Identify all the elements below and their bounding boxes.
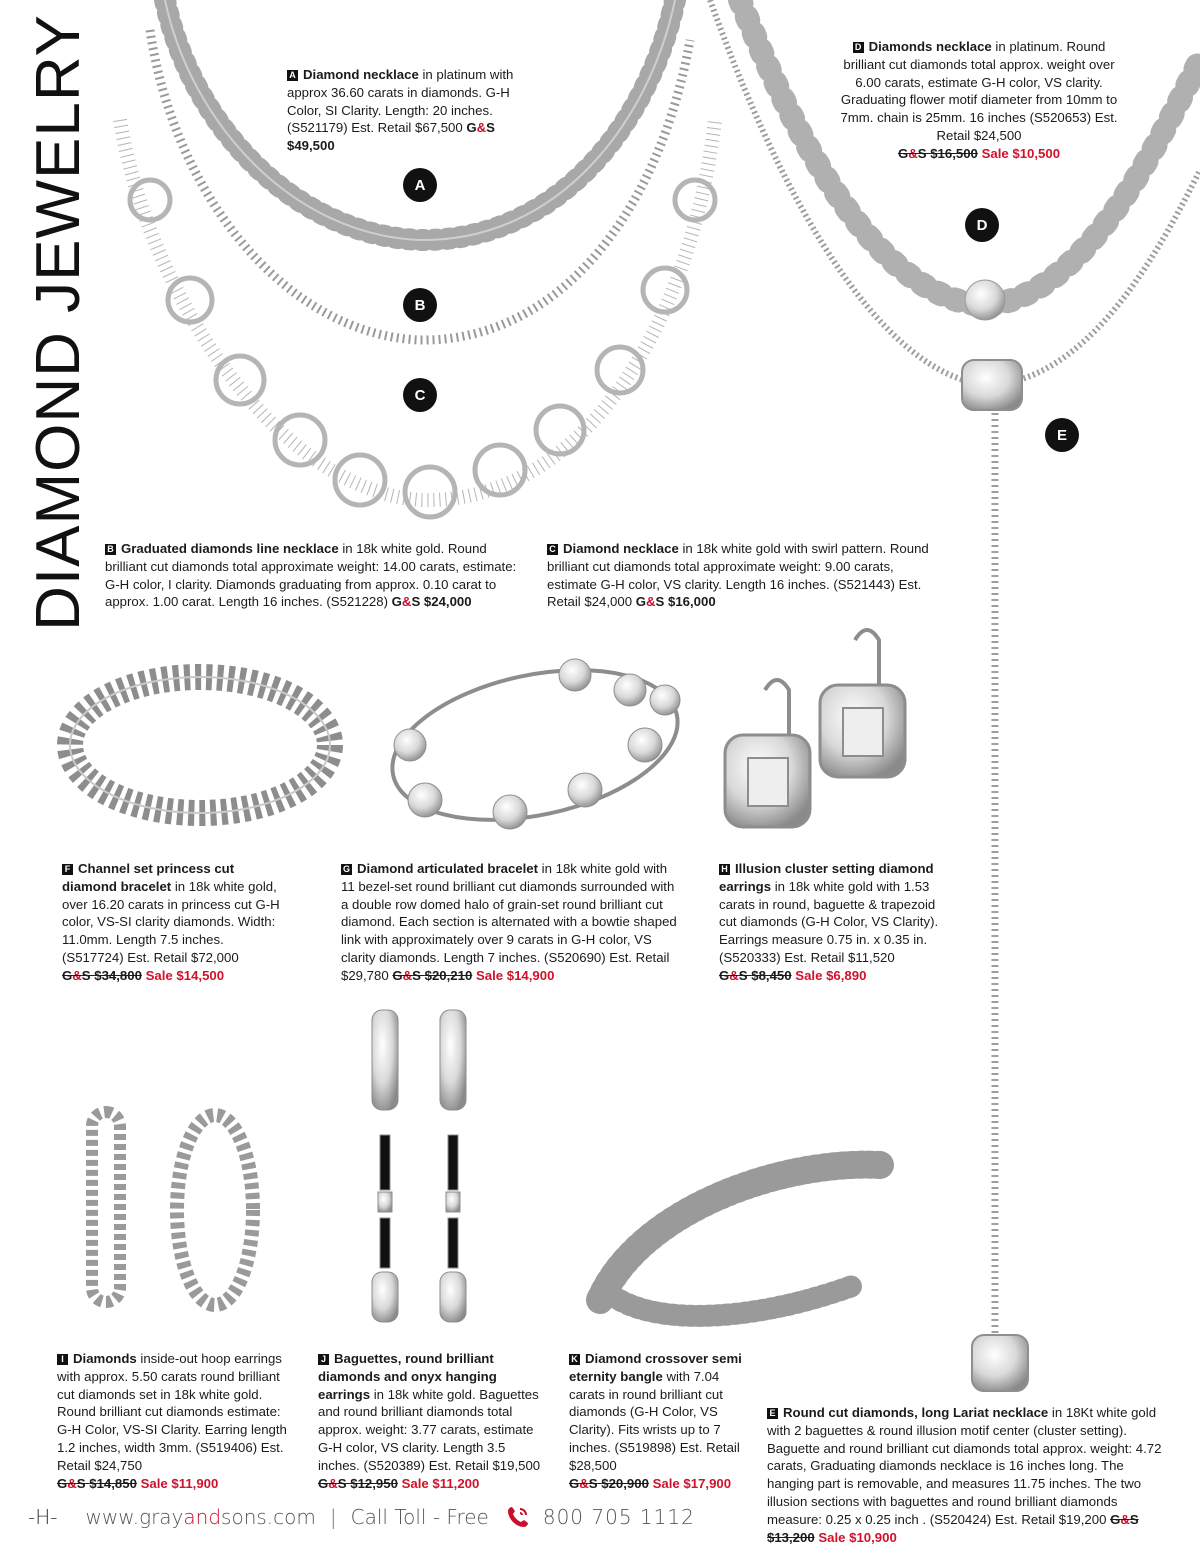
sale-price: Sale $14,900 — [475, 967, 555, 983]
item-g-description — [341, 860, 677, 985]
item-details: inside-out hoop earrings with approx. 5.50 carats round brilliant cut diamonds set in 18k white gold. Round brilliant cut diamonds estimate: G-H Color, VS-SI Clarity. Earring length 1.2 inches, width 3mm. (S519406) Est. Retail $24,750 — [57, 1351, 287, 1473]
sale-price: Sale $11,900 — [140, 1475, 219, 1491]
gs-price: $49,500 — [287, 138, 335, 154]
earrings-j-image — [372, 1010, 466, 1322]
item-f-description — [62, 860, 287, 985]
item-name: Diamond articulated bracelet — [357, 861, 539, 876]
phone-number[interactable]: 800 705 1112 — [542, 1505, 695, 1529]
item-details: in 18k white gold with 1.53 carats in round, baguette & trapezoid cut diamonds (G-H Color, VS Clarity). Earrings measure 0.75 in. x 0.35 in. (S520333) Est. Retail $11,520 — [719, 878, 939, 965]
item-details: in 18k white gold. Round brilliant cut diamonds total approximate weight: 14.00 carats, estimate: G-H color, I clarity. Diamonds graduating from approx. 0.10 carat to approx. 1.00 carat. Length 16 inches. (S521228) — [105, 541, 517, 610]
item-h-description — [719, 860, 944, 985]
sale-price: Sale $6,890 — [795, 967, 867, 983]
item-code-badge: E — [767, 1408, 778, 1419]
bangle-k-image — [600, 1165, 880, 1316]
gs-old-price: G&S $13,200 — [767, 1511, 1139, 1545]
gs-old-price: G&S $8,450 — [719, 967, 792, 983]
item-details: in 18k white gold with 11 bezel-set round brilliant cut diamonds surrounded with a double row domed halo of grain-set round brilliant cut diamond. Each section is alternated with a bowtie shaped link with approximately over 9 carats in G-H color, VS clarity diamonds. Length 7 inches. (S520690) Est. Retail $29,780 — [341, 861, 677, 983]
item-name: Diamond crossover semi eternity bangle — [569, 1351, 742, 1384]
item-name: Channel set princess cut diamond bracelet — [62, 861, 235, 894]
item-j-description — [318, 1350, 544, 1492]
item-i-description — [57, 1350, 287, 1492]
item-code-badge: D — [853, 42, 864, 53]
item-code-badge: J — [318, 1354, 329, 1365]
item-b-description — [105, 540, 520, 611]
page-label: -H- — [28, 1505, 58, 1529]
item-code-badge: A — [287, 70, 298, 81]
phone-icon — [505, 1504, 531, 1530]
page-title: DIAMOND JEWELRY — [23, 14, 93, 631]
earrings-i-image — [92, 1112, 253, 1305]
item-code-badge: G — [342, 864, 350, 874]
item-name: Diamonds necklace — [868, 39, 992, 54]
item-name: Baguettes, round brilliant diamonds and onyx hanging earrings — [318, 1351, 497, 1402]
item-name: Illusion cluster setting diamond earrings — [719, 861, 934, 894]
gs-brand: G&S — [635, 594, 665, 610]
item-details: in 18k white gold, over 16.20 carats in princess cut G-H color, VS-SI clarity diamonds. Width: 11.0mm. Length 7.5 inches. (S517724) Est. Retail $72,000 — [62, 878, 280, 965]
item-d-description — [833, 38, 1125, 163]
item-code-badge: F — [62, 864, 73, 875]
gs-price: $24,000 — [423, 594, 472, 610]
sale-price: Sale $17,900 — [652, 1475, 732, 1491]
marker-c: C — [403, 378, 437, 412]
item-k-description — [569, 1350, 745, 1492]
call-label: Call Toll - Free — [350, 1505, 489, 1529]
item-details: in platinum with approx 36.60 carats in diamonds. G-H Color, SI Clarity. Length: 20 inches. (S521179) Est. Retail $67,500 — [287, 67, 514, 136]
gs-old-price: G&S $14,850 — [57, 1475, 137, 1491]
earrings-h-image — [725, 630, 905, 827]
item-details: in 18k white gold. Baguettes and round brilliant diamonds total approx. weight: 3.77 carats, estimate G-H color, VS clarity. Length 3.5 inches. (S520389) Est. Retail $19,500 — [318, 1386, 541, 1473]
marker-b: B — [403, 288, 437, 322]
item-details: in 18k white gold with swirl pattern. Round brilliant cut diamonds total approximate weight: 9.00 carats, estimate G-H color, VS clarity. Length 16 inches. (S521443) Est. Retail $24,000 — [547, 541, 929, 610]
gs-old-price: G&S $20,210 — [392, 967, 473, 983]
gs-old-price: G&S $12,950 — [318, 1475, 398, 1491]
sale-price: Sale $14,500 — [145, 967, 225, 983]
gs-old-price: G&S $34,800 — [62, 967, 142, 983]
gs-brand: G&S — [466, 120, 495, 136]
sale-price: Sale $10,900 — [818, 1529, 897, 1545]
item-name: Round cut diamonds, long Lariat necklace — [783, 1405, 1049, 1420]
item-details: in 18Kt white gold with 2 baguettes & round illusion motif center (cluster setting). Baguette and round brilliant cut diamonds total approx. weight: 4.72 carats, Graduating diamonds necklace is 16 inches long. The hanging part is removable, and measures 11.75 inches. The two illusion sections with baguettes and round brilliant diamonds measure: 0.25 x 0.25 inch . (S520424) Est. Retail $19,200 — [767, 1405, 1162, 1527]
item-a-description — [287, 66, 545, 155]
item-code-badge: I — [57, 1354, 68, 1365]
bracelet-g-image — [379, 646, 692, 843]
website-link[interactable]: www.grayandsons.com — [85, 1505, 316, 1529]
item-details: with 7.04 carats in round brilliant cut diamonds (G-H Color, VS Clarity). Fits wrists up to 7 inches. (S519898) Est. Retail $28,500 — [569, 1368, 740, 1473]
separator: | — [329, 1505, 337, 1529]
item-e-description — [767, 1404, 1172, 1546]
gs-brand: G&S — [391, 594, 421, 610]
marker-e: E — [1045, 418, 1079, 452]
item-name: Diamonds — [73, 1351, 137, 1366]
item-details: in platinum. Round brilliant cut diamonds total approx. weight over 6.00 carats, estimate G-H color, VS clarity. Graduating flower motif diameter from 10mm to 7mm. chain is 25mm. 16 inches (S520653) Est. Retail $24,500 — [840, 39, 1118, 143]
item-name: Diamond necklace — [563, 541, 679, 556]
item-code-badge: C — [547, 544, 558, 555]
item-c-description — [547, 540, 935, 611]
item-code-badge: H — [719, 864, 730, 875]
item-code-badge: B — [105, 544, 116, 555]
bracelet-f-image — [70, 677, 330, 813]
marker-d: D — [965, 208, 999, 242]
item-name: Diamond necklace — [303, 67, 419, 82]
gs-price: $16,000 — [667, 594, 716, 610]
marker-a: A — [403, 168, 437, 202]
footer — [28, 1500, 695, 1534]
sale-price: Sale $11,200 — [401, 1475, 480, 1491]
gs-old-price: G&S $20,900 — [569, 1475, 649, 1491]
item-code-badge: K — [569, 1354, 580, 1365]
item-name: Graduated diamonds line necklace — [121, 541, 339, 556]
sale-price: Sale $10,500 — [981, 145, 1061, 161]
gs-old-price: G&S $16,500 — [897, 145, 978, 161]
